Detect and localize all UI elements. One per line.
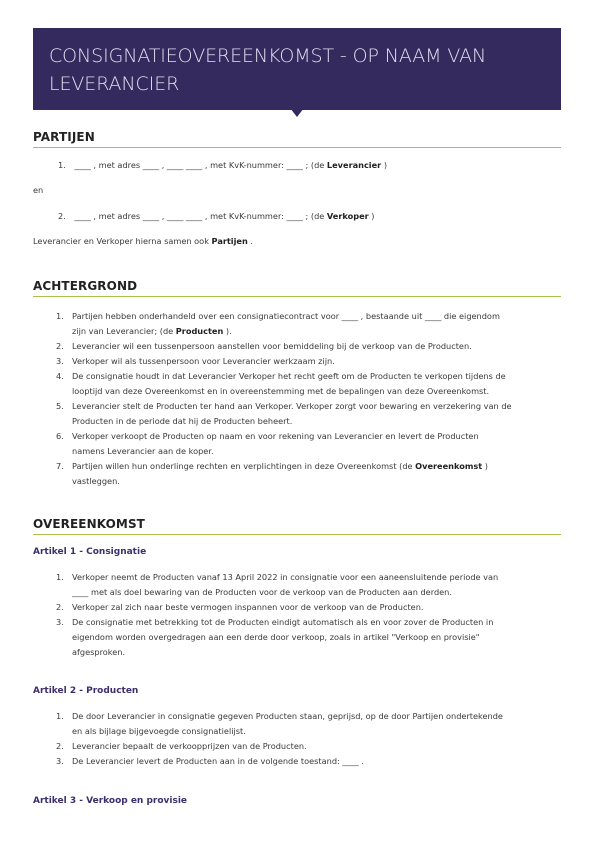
article-1-list — [56, 570, 568, 660]
party-2-post: ) — [368, 211, 375, 221]
article-2-list — [56, 709, 568, 769]
list-item — [56, 429, 568, 459]
party-1-pre: ____ , met adres ____ , ____ ____ , met KvK-nummer: ____ ; (de — [74, 160, 327, 170]
section-heading-partijen: PARTIJEN — [33, 130, 561, 148]
party-2-line — [58, 209, 374, 224]
defined-term: Overeenkomst — [415, 461, 483, 471]
party-1-line — [58, 158, 387, 173]
banner-notch — [290, 108, 304, 117]
together-post: . — [247, 236, 254, 246]
party-2-role: Verkoper — [326, 211, 369, 221]
list-item-number: 1. — [56, 311, 64, 321]
list-item — [56, 600, 568, 615]
list-item-number: 6. — [56, 431, 64, 441]
together-pre: Leverancier en Verkoper hierna samen ook — [33, 236, 212, 246]
list-item — [56, 459, 568, 489]
list-item-text: Verkoper neemt de Producten vanaf 13 April 2022 in consignatie voor een aaneensluitende periode van ____ met als doel bewaring van de Producten voor de verkoop van de Producten aan derden. — [72, 572, 499, 597]
list-item — [56, 354, 568, 369]
list-item-number: 2. — [56, 741, 64, 751]
section-heading-overeenkomst: OVEREENKOMST — [33, 517, 561, 535]
party-1-number: 1. — [58, 160, 66, 170]
list-item-text: De consignatie met betrekking tot de Producten eindigt automatisch als en voor zover de Producten in eigendom worden overgedragen aan een derde door verkoop, zoals in artikel "Verkoop en provisie" afgesproken. — [72, 617, 494, 657]
list-item — [56, 369, 568, 399]
document-title: CONSIGNATIEOVEREENKOMST - OP NAAM VAN LEVERANCIER — [49, 45, 487, 95]
article-2-heading: Artikel 2 - Producten — [33, 686, 139, 696]
list-item — [56, 339, 568, 354]
list-item-text: Leverancier bepaalt de verkoopprijzen van de Producten. — [72, 741, 307, 751]
list-item-number: 2. — [56, 341, 64, 351]
list-item-text: Leverancier stelt de Producten ter hand aan Verkoper. Verkoper zorgt voor bewaring en verzekering van de Producten in de periode dat hij de Producten beheert. — [72, 401, 512, 426]
party-2-pre: ____ , met adres ____ , ____ ____ , met KvK-nummer: ____ ; (de — [74, 211, 327, 221]
list-item-text: De consignatie houdt in dat Leverancier Verkoper het recht geeft om de Producten te verkopen tijdens de looptijd van deze Overeenkomst en in overeenstemming met de bepalingen van deze Overeenkomst. — [72, 371, 506, 396]
party-1-post: ) — [381, 160, 388, 170]
background-list — [56, 309, 568, 489]
list-item-number: 7. — [56, 461, 64, 471]
list-item-number: 1. — [56, 572, 64, 582]
list-item-number: 3. — [56, 756, 64, 766]
parties-between: en — [33, 185, 44, 195]
defined-term: Producten — [175, 326, 224, 336]
party-2-number: 2. — [58, 211, 66, 221]
parties-together — [33, 234, 253, 249]
list-item-text: Verkoper wil als tussenpersoon voor Leverancier werkzaam zijn. — [72, 356, 335, 366]
list-item-text: De Leverancier levert de Producten aan in de volgende toestand: ____ . — [72, 756, 364, 766]
list-item-number: 3. — [56, 617, 64, 627]
list-item — [56, 399, 568, 429]
section-heading-achtergrond: ACHTERGROND — [33, 279, 561, 297]
list-item-number: 1. — [56, 711, 64, 721]
article-1-heading: Artikel 1 - Consignatie — [33, 547, 147, 557]
list-item-text: Verkoper verkoopt de Producten op naam en voor rekening van Leverancier en levert de Producten namens Leverancier aan de koper. — [72, 431, 479, 456]
list-item — [56, 754, 568, 769]
list-item-text: De door Leverancier in consignatie gegeven Producten staan, geprijsd, op de door Partijen ondertekende en als bijlage bijgevoegde consignatielijst. — [72, 711, 503, 736]
list-item — [56, 570, 568, 600]
list-item-number: 4. — [56, 371, 64, 381]
list-item-number: 2. — [56, 602, 64, 612]
list-item-number: 5. — [56, 401, 64, 411]
list-item-number: 3. — [56, 356, 64, 366]
article-3-heading: Artikel 3 - Verkoop en provisie — [33, 796, 188, 806]
list-item-text: Verkoper zal zich naar beste vermogen inspannen voor de verkoop van de Producten. — [72, 602, 424, 612]
list-item — [56, 739, 568, 754]
list-item-text: Partijen hebben onderhandeld over een consignatiecontract voor ____ , bestaande uit ____ die eigendom zijn van Leverancier; (de Producten ). — [72, 311, 500, 336]
list-item-text: Partijen willen hun onderlinge rechten en verplichtingen in deze Overeenkomst (de Overeenkomst ) vastleggen. — [72, 461, 488, 486]
party-1-role: Leverancier — [326, 160, 382, 170]
list-item — [56, 615, 568, 660]
title-banner — [33, 28, 561, 110]
list-item — [56, 309, 568, 339]
list-item-text: Leverancier wil een tussenpersoon aanstellen voor bemiddeling bij de verkoop van de Producten. — [72, 341, 472, 351]
together-bold: Partijen — [211, 236, 248, 246]
list-item — [56, 709, 568, 739]
